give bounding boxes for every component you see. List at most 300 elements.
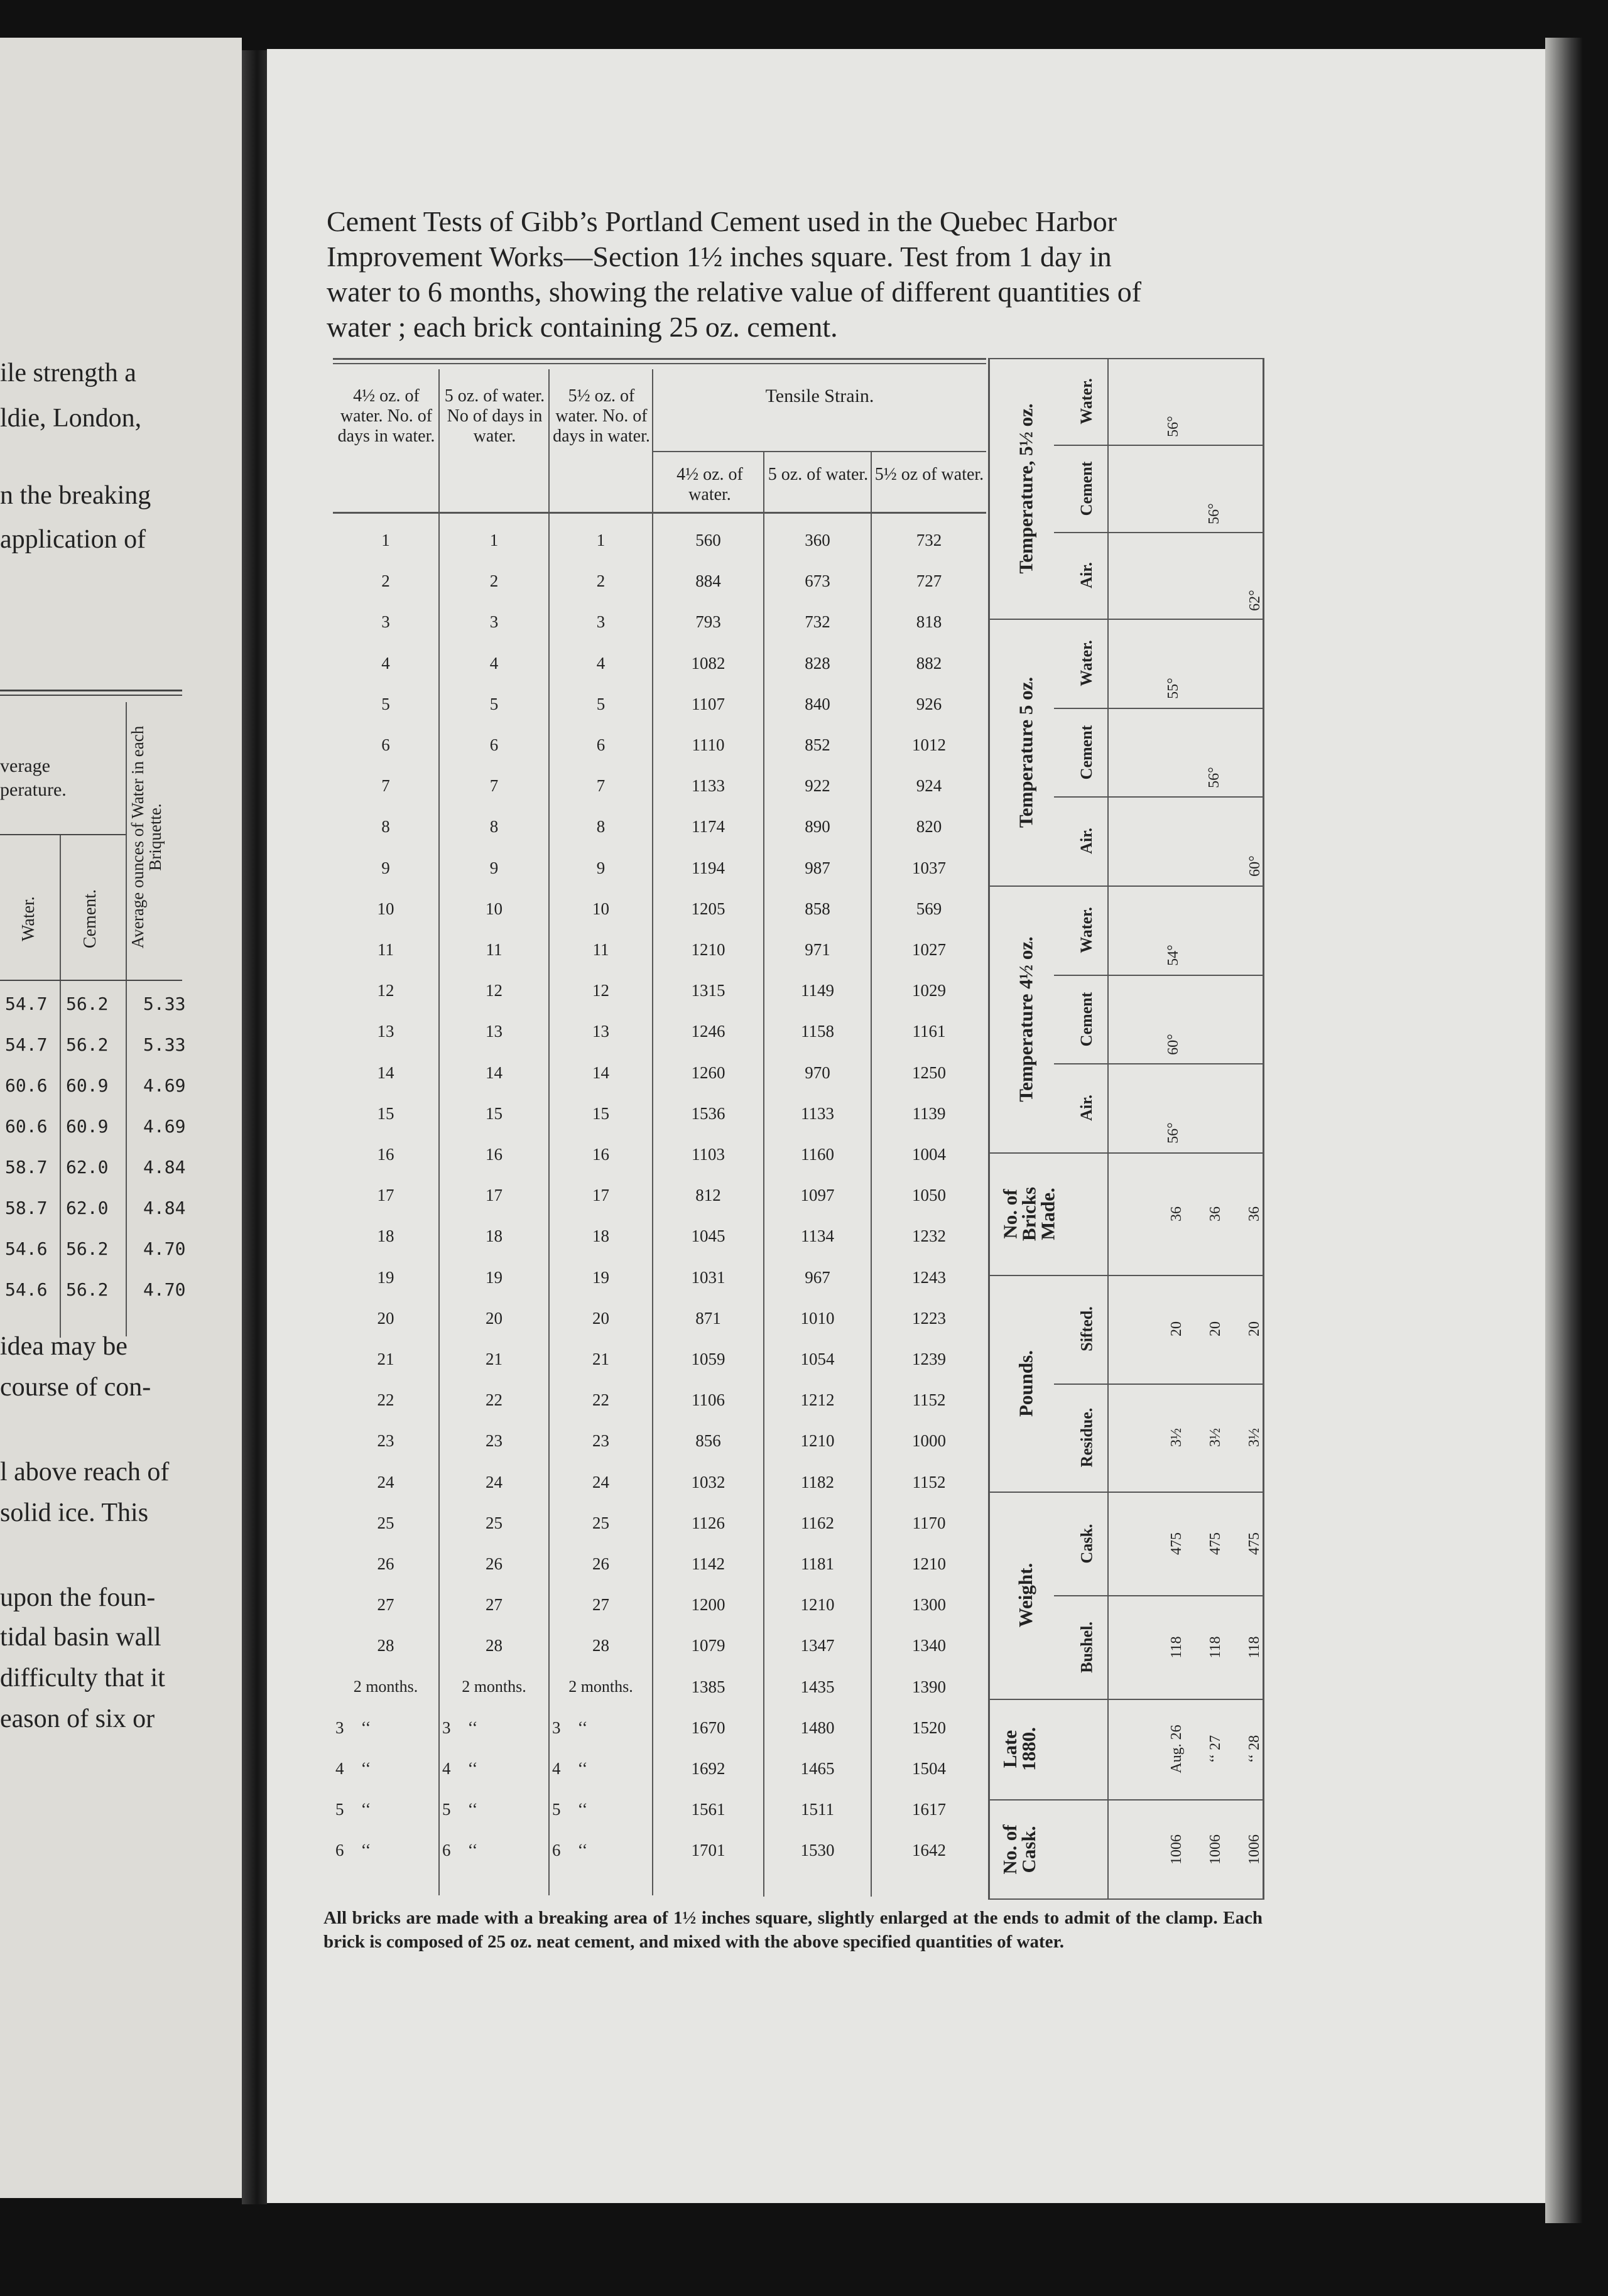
table-cell: 1210 xyxy=(800,1595,835,1615)
left-table-row xyxy=(0,1148,186,1188)
table-cell: 1031 xyxy=(691,1267,725,1287)
table-cell: 1037 xyxy=(912,858,946,877)
table-cell: 19 xyxy=(486,1267,503,1287)
header-days-4-5oz: 4½ oz. of water. No. of days in water. xyxy=(337,386,435,446)
table-cell: 1170 xyxy=(912,1513,946,1532)
table-cell: 11 xyxy=(486,940,503,959)
side-table-sub-header: Cement xyxy=(1077,725,1095,779)
table-cell: 6 ‘‘ xyxy=(442,1841,478,1860)
table-cell: 28 xyxy=(486,1636,503,1655)
table-cell: 1315 xyxy=(691,981,725,1000)
left-page-text-line: solid ice. This xyxy=(0,1498,149,1527)
left-table-cell: 60.9 xyxy=(66,1116,109,1137)
table-cell: 1110 xyxy=(692,735,725,754)
table-cell: 14 xyxy=(486,1063,503,1082)
left-table-row xyxy=(0,985,186,1025)
table-cell: 20 xyxy=(592,1308,609,1328)
table-cell: 1530 xyxy=(800,1841,835,1860)
table-cell: 1182 xyxy=(801,1472,834,1492)
table-cell: 1134 xyxy=(801,1227,834,1246)
table-cell: 2 months. xyxy=(462,1677,526,1696)
side-table-value: ‘‘ 27 xyxy=(1207,1735,1224,1763)
title-line-3: water to 6 months, showing the relative value of different quantities of xyxy=(327,276,1142,308)
table-cell: 1239 xyxy=(912,1350,946,1368)
table-cell: 926 xyxy=(916,694,942,713)
side-table-group-header: Late 1880. xyxy=(999,1727,1040,1771)
table-cell: 924 xyxy=(916,776,942,796)
left-table-cell: 4.84 xyxy=(143,1157,186,1178)
table-cell: 5 ‘‘ xyxy=(442,1800,478,1819)
left-table-header-line1: verage xyxy=(0,755,50,776)
table-cell: 21 xyxy=(592,1350,609,1368)
table-cell: 1054 xyxy=(800,1350,835,1368)
page-edge xyxy=(1545,38,1583,2223)
side-table-value: 54° xyxy=(1165,945,1182,966)
table-cell: 21 xyxy=(377,1350,394,1368)
left-table-cell: 5.33 xyxy=(143,994,186,1014)
side-table-sub-header: Sifted. xyxy=(1077,1306,1095,1351)
side-table-group-header: No. of Bricks Made. xyxy=(999,1186,1058,1241)
side-table-value: 1006 xyxy=(1168,1834,1185,1865)
table-cell: 1232 xyxy=(912,1227,946,1246)
side-table-value: 55° xyxy=(1165,678,1182,699)
table-cell: 27 xyxy=(486,1595,503,1615)
side-table-sub-header: Air. xyxy=(1077,562,1095,588)
table-cell: 1097 xyxy=(800,1186,835,1205)
left-page-table xyxy=(0,690,186,1340)
table-cell: 673 xyxy=(805,571,830,591)
side-table-value: 3½ xyxy=(1246,1427,1263,1447)
side-table-value: 62° xyxy=(1247,590,1263,611)
table-cell: 1010 xyxy=(800,1308,835,1328)
tensile-strain-table xyxy=(333,358,986,1900)
left-page-text-line: course of con- xyxy=(0,1373,151,1402)
side-table-value: 1006 xyxy=(1246,1834,1263,1865)
table-cell: 14 xyxy=(592,1063,609,1082)
table-cell: 3 ‘‘ xyxy=(335,1718,371,1737)
table-cell: 1246 xyxy=(691,1022,725,1041)
side-table-value: 118 xyxy=(1207,1635,1224,1659)
table-cell: 1004 xyxy=(912,1145,946,1164)
table-cell: 1133 xyxy=(692,776,725,796)
table-cell: 14 xyxy=(377,1063,394,1082)
side-table-value: 118 xyxy=(1168,1635,1185,1659)
table-cell: 19 xyxy=(592,1267,609,1287)
side-table-value: 1006 xyxy=(1207,1834,1224,1865)
table-cell: 1340 xyxy=(912,1636,946,1655)
table-cell: 18 xyxy=(377,1227,394,1246)
side-table-value: 36 xyxy=(1207,1206,1224,1221)
table-cell: 3 xyxy=(489,612,499,632)
left-table-row xyxy=(0,1107,186,1147)
left-table-cell: 58.7 xyxy=(5,1157,48,1178)
table-cell: 4 xyxy=(381,653,390,673)
left-table-col-water: Water. xyxy=(19,896,38,941)
left-table-row xyxy=(0,1026,186,1066)
table-cell: 1160 xyxy=(801,1145,834,1164)
side-table-value: 475 xyxy=(1168,1532,1185,1555)
table-cell: 1692 xyxy=(691,1759,725,1778)
table-cell: 10 xyxy=(592,899,609,918)
table-cell: 1223 xyxy=(912,1308,946,1328)
table-cell: 13 xyxy=(592,1022,609,1041)
left-page-text-line: ile strength a xyxy=(0,359,136,387)
table-cell: 1300 xyxy=(912,1595,946,1615)
left-table-cell: 62.0 xyxy=(66,1157,109,1178)
side-table-value: 56° xyxy=(1206,766,1222,788)
table-cell: 852 xyxy=(805,735,830,754)
table-cell: 820 xyxy=(916,817,942,837)
table-cell: 871 xyxy=(695,1308,721,1328)
table-cell: 9 xyxy=(596,858,606,877)
title-line-4: water ; each brick containing 25 oz. cement. xyxy=(327,311,838,343)
table-cell: 13 xyxy=(486,1022,503,1041)
table-cell: 5 xyxy=(381,694,390,713)
table-cell: 1181 xyxy=(801,1554,834,1573)
header-days-5-5oz: 5½ oz. of water. No. of days in water. xyxy=(553,386,650,446)
left-page-text-line: eason of six or xyxy=(0,1704,155,1733)
table-cell: 16 xyxy=(377,1145,394,1164)
table-cell: 890 xyxy=(805,817,830,837)
table-cell: 3 xyxy=(596,612,606,632)
table-cell: 23 xyxy=(592,1431,609,1451)
table-cell: 11 xyxy=(378,940,394,959)
side-table-value: 56° xyxy=(1165,1122,1182,1144)
table-cell: 1210 xyxy=(912,1554,946,1573)
title-line-2: Improvement Works—Section 1½ inches square. Test from 1 day in xyxy=(327,241,1112,273)
table-cell: 1205 xyxy=(691,899,725,918)
side-table-group-header: Temperature, 5½ oz. xyxy=(1014,403,1036,574)
table-cell: 1465 xyxy=(800,1759,835,1778)
left-table-cell: 60.6 xyxy=(5,1116,48,1137)
table-cell: 16 xyxy=(592,1145,609,1164)
table-cell: 3 xyxy=(381,612,390,632)
table-cell: 6 xyxy=(381,735,390,754)
table-cell: 5 xyxy=(596,694,606,713)
left-table-cell: 4.69 xyxy=(143,1116,186,1137)
left-table-cell: 56.2 xyxy=(66,1034,109,1055)
side-table-value: 20 xyxy=(1246,1321,1263,1337)
side-table-sub-header: Cement xyxy=(1077,992,1095,1046)
table-cell: 15 xyxy=(592,1103,609,1123)
table-cell: 18 xyxy=(592,1227,609,1246)
table-cell: 13 xyxy=(377,1022,394,1041)
side-table-value: 3½ xyxy=(1168,1427,1185,1447)
side-table-sub-header: Air. xyxy=(1077,828,1095,854)
table-cell: 1152 xyxy=(912,1472,946,1492)
table-cell: 26 xyxy=(486,1554,503,1573)
table-cell: 1079 xyxy=(691,1636,725,1655)
table-cell: 1 xyxy=(596,531,606,550)
table-cell: 20 xyxy=(377,1308,394,1328)
side-table-value: 56° xyxy=(1206,502,1222,524)
left-table-cell: 58.7 xyxy=(5,1198,48,1218)
table-cell: 19 xyxy=(377,1267,394,1287)
table-cell: 28 xyxy=(592,1636,609,1655)
table-cell: 24 xyxy=(377,1472,394,1492)
left-table-cell: 56.2 xyxy=(66,994,109,1014)
table-cell: 1243 xyxy=(912,1267,946,1287)
header-tensile-4-5oz: 4½ oz. of water. xyxy=(676,465,743,504)
table-cell: 1161 xyxy=(912,1022,946,1041)
table-cell: 9 xyxy=(489,858,499,877)
left-table-row xyxy=(0,1270,186,1311)
book-spine xyxy=(242,50,267,2204)
table-cell: 21 xyxy=(486,1350,503,1368)
table-cell: 840 xyxy=(805,694,830,713)
table-cell: 1435 xyxy=(800,1677,835,1696)
table-cell: 12 xyxy=(486,981,503,1000)
table-cell: 24 xyxy=(592,1472,609,1492)
table-cell: 3 ‘‘ xyxy=(442,1718,478,1737)
table-cell: 5 ‘‘ xyxy=(335,1800,371,1819)
table-cell: 882 xyxy=(916,653,942,673)
table-cell: 23 xyxy=(486,1431,503,1451)
left-table-cell: 56.2 xyxy=(66,1279,109,1300)
left-page-text-line: n the breaking xyxy=(0,481,151,510)
left-table-cell: 54.7 xyxy=(5,1034,48,1055)
table-cell: 1082 xyxy=(691,653,725,673)
table-cell: 818 xyxy=(916,612,942,632)
table-cell: 1162 xyxy=(801,1513,834,1532)
header-tensile-5-5oz: 5½ oz of water. xyxy=(874,465,984,484)
left-table-cell: 60.6 xyxy=(5,1075,48,1096)
table-title xyxy=(327,204,1272,345)
table-cell: 1103 xyxy=(692,1145,725,1164)
table-cell: 732 xyxy=(916,531,942,550)
side-table-value: 56° xyxy=(1165,416,1182,437)
table-cell: 17 xyxy=(592,1186,609,1205)
left-table-cell: 4.70 xyxy=(143,1279,186,1300)
table-cell: 8 xyxy=(381,817,390,837)
left-table-cell: 54.7 xyxy=(5,994,48,1014)
table-cell: 1520 xyxy=(912,1718,946,1737)
side-table-group-header: Pounds. xyxy=(1014,1350,1036,1417)
table-cell: 7 xyxy=(596,776,606,796)
table-cell: 970 xyxy=(805,1063,830,1082)
header-days-5oz: 5 oz. of water. No of days in water. xyxy=(444,386,545,446)
table-cell: 1106 xyxy=(692,1390,725,1410)
left-table-cell: 4.84 xyxy=(143,1198,186,1218)
table-cell: 884 xyxy=(695,571,721,591)
side-table-value: 475 xyxy=(1207,1532,1224,1555)
left-page-text-line: difficulty that it xyxy=(0,1664,165,1692)
left-table-cell: 60.9 xyxy=(66,1075,109,1096)
table-cell: 1107 xyxy=(692,694,725,713)
table-cell: 4 ‘‘ xyxy=(335,1759,371,1778)
table-cell: 3 ‘‘ xyxy=(552,1718,588,1737)
table-cell: 16 xyxy=(486,1145,503,1164)
table-cell: 1032 xyxy=(691,1472,725,1492)
brick-details-table xyxy=(988,358,1264,1900)
side-table-group-header: Temperature 5 oz. xyxy=(1014,676,1036,828)
table-cell: 25 xyxy=(592,1513,609,1532)
table-cell: 22 xyxy=(592,1390,609,1410)
table-cell: 12 xyxy=(377,981,394,1000)
table-cell: 6 xyxy=(489,735,499,754)
table-cell: 1012 xyxy=(912,735,946,754)
table-cell: 1260 xyxy=(691,1063,725,1082)
table-cell: 4 xyxy=(596,653,606,673)
table-cell: 1200 xyxy=(691,1595,725,1615)
left-page-text-line: idea may be xyxy=(0,1332,128,1361)
table-cell: 1142 xyxy=(692,1554,725,1573)
left-table-cell: 62.0 xyxy=(66,1198,109,1218)
table-cell: 1701 xyxy=(691,1841,725,1860)
table-cell: 17 xyxy=(486,1186,503,1205)
side-table-value: ‘‘ 28 xyxy=(1246,1735,1263,1763)
side-table-value: 60° xyxy=(1247,855,1263,877)
side-table-group-header: Weight. xyxy=(1014,1562,1036,1628)
left-page-text-line: upon the foun- xyxy=(0,1583,156,1612)
table-cell: 5 ‘‘ xyxy=(552,1800,588,1819)
table-cell: 6 ‘‘ xyxy=(552,1841,588,1860)
table-cell: 1511 xyxy=(801,1800,834,1819)
table-cell: 1561 xyxy=(691,1800,725,1819)
table-cell: 18 xyxy=(486,1227,503,1246)
side-table-sub-header: Residue. xyxy=(1077,1407,1095,1468)
table-cell: 4 xyxy=(489,653,499,673)
table-cell: 25 xyxy=(377,1513,394,1532)
left-table-cell: 5.33 xyxy=(143,1034,186,1055)
side-table-sub-header: Cask. xyxy=(1077,1524,1095,1563)
table-cell: 2 xyxy=(381,571,390,591)
table-cell: 1480 xyxy=(800,1718,835,1737)
table-cell: 967 xyxy=(805,1267,830,1287)
table-cell: 5 xyxy=(489,694,499,713)
table-cell: 360 xyxy=(805,531,830,550)
table-cell: 1212 xyxy=(800,1390,835,1410)
table-cell: 1126 xyxy=(692,1513,725,1532)
table-cell: 27 xyxy=(377,1595,394,1615)
side-table-group-header: Temperature 4½ oz. xyxy=(1014,936,1036,1102)
footnote: All bricks are made with a breaking area of 1½ inches square, slightly enlarged at the ends to admit of the clamp. Each brick is composed of 25 oz. neat cement, and mixed with the above specified quantities of water. xyxy=(323,1908,1263,1952)
table-cell: 1642 xyxy=(912,1841,946,1860)
table-cell: 8 xyxy=(596,817,606,837)
left-table-row xyxy=(0,1066,186,1107)
table-cell: 727 xyxy=(916,571,942,591)
header-tensile-strain: Tensile Strain. xyxy=(765,386,874,406)
table-cell: 1390 xyxy=(912,1677,946,1696)
side-table-value: 36 xyxy=(1168,1206,1185,1221)
table-cell: 1536 xyxy=(691,1103,725,1123)
table-cell: 1250 xyxy=(912,1063,946,1082)
left-table-cell: 56.2 xyxy=(66,1238,109,1259)
table-cell: 26 xyxy=(592,1554,609,1573)
table-cell: 8 xyxy=(489,817,499,837)
table-cell: 2 months. xyxy=(568,1677,633,1696)
left-table-row xyxy=(0,1230,186,1270)
table-cell: 1347 xyxy=(800,1636,835,1655)
table-cell: 2 xyxy=(489,571,499,591)
table-cell: 1027 xyxy=(912,940,946,959)
table-cell: 15 xyxy=(377,1103,394,1123)
side-table-sub-header: Water. xyxy=(1077,640,1095,686)
table-cell: 1504 xyxy=(912,1759,946,1778)
side-table-sub-header: Air. xyxy=(1077,1095,1095,1121)
table-cell: 1617 xyxy=(912,1800,946,1819)
side-table-sub-header: Cement xyxy=(1077,461,1095,516)
side-table-value: 36 xyxy=(1246,1206,1263,1221)
table-cell: 1194 xyxy=(692,858,725,877)
table-cell: 1050 xyxy=(912,1186,946,1205)
left-page-text-line: ldie, London, xyxy=(0,404,142,433)
side-table-sub-header: Water. xyxy=(1077,378,1095,425)
table-cell: 6 ‘‘ xyxy=(335,1841,371,1860)
table-cell: 858 xyxy=(805,899,830,918)
left-table-cell: 54.6 xyxy=(5,1279,48,1300)
side-table-value: 3½ xyxy=(1207,1427,1224,1447)
table-cell: 24 xyxy=(486,1472,503,1492)
table-cell: 9 xyxy=(381,858,390,877)
table-cell: 6 xyxy=(596,735,606,754)
side-table-value: 475 xyxy=(1246,1532,1263,1555)
left-table-cell: 4.70 xyxy=(143,1238,186,1259)
left-page-text-line: tidal basin wall xyxy=(0,1623,161,1652)
table-cell: 971 xyxy=(805,940,830,959)
table-cell: 26 xyxy=(377,1554,394,1573)
table-cell: 922 xyxy=(805,776,830,796)
table-cell: 28 xyxy=(377,1636,394,1655)
left-table-cell: 54.6 xyxy=(5,1238,48,1259)
table-cell: 812 xyxy=(695,1186,721,1205)
table-cell: 22 xyxy=(486,1390,503,1410)
table-cell: 2 months. xyxy=(353,1677,418,1696)
left-page xyxy=(0,38,242,2198)
table-cell: 569 xyxy=(916,899,942,918)
table-cell: 10 xyxy=(377,899,394,918)
side-table-value: 118 xyxy=(1246,1635,1263,1659)
table-cell: 1210 xyxy=(691,940,725,959)
table-cell: 1139 xyxy=(912,1103,946,1123)
side-table-value: 20 xyxy=(1168,1321,1185,1337)
side-table-value: Aug. 26 xyxy=(1168,1725,1185,1773)
left-page-text-line: l above reach of xyxy=(0,1458,170,1486)
table-cell: 2 xyxy=(596,571,606,591)
table-cell: 25 xyxy=(486,1513,503,1532)
table-cell: 1158 xyxy=(801,1022,834,1041)
table-cell: 1149 xyxy=(801,981,834,1000)
table-cell: 1 xyxy=(489,531,499,550)
side-table-group-header: No. of Cask. xyxy=(999,1824,1040,1875)
table-cell: 1210 xyxy=(800,1431,835,1451)
table-cell: 732 xyxy=(805,612,830,632)
table-cell: 1385 xyxy=(691,1677,725,1696)
table-cell: 20 xyxy=(486,1308,503,1328)
table-cell: 1133 xyxy=(801,1103,834,1123)
table-cell: 1000 xyxy=(912,1431,946,1451)
table-cell: 987 xyxy=(805,858,830,877)
table-cell: 1 xyxy=(381,531,390,550)
table-cell: 27 xyxy=(592,1595,609,1615)
table-cell: 15 xyxy=(486,1103,503,1123)
table-cell: 1174 xyxy=(692,817,725,837)
table-cell: 4 ‘‘ xyxy=(552,1759,588,1778)
side-table-sub-header: Bushel. xyxy=(1077,1621,1095,1673)
left-table-row xyxy=(0,1189,186,1229)
left-table-col-average: Average ounces of Water in each Briquette. xyxy=(128,725,165,949)
left-page-text-line: application of xyxy=(0,525,146,554)
side-table-sub-header: Water. xyxy=(1077,907,1095,953)
left-table-cell: 4.69 xyxy=(143,1075,186,1096)
table-cell: 1045 xyxy=(691,1227,725,1246)
table-cell: 7 xyxy=(489,776,499,796)
table-cell: 1029 xyxy=(912,981,946,1000)
table-cell: 856 xyxy=(695,1431,721,1451)
table-cell: 22 xyxy=(377,1390,394,1410)
table-cell: 793 xyxy=(695,612,721,632)
table-cell: 23 xyxy=(377,1431,394,1451)
